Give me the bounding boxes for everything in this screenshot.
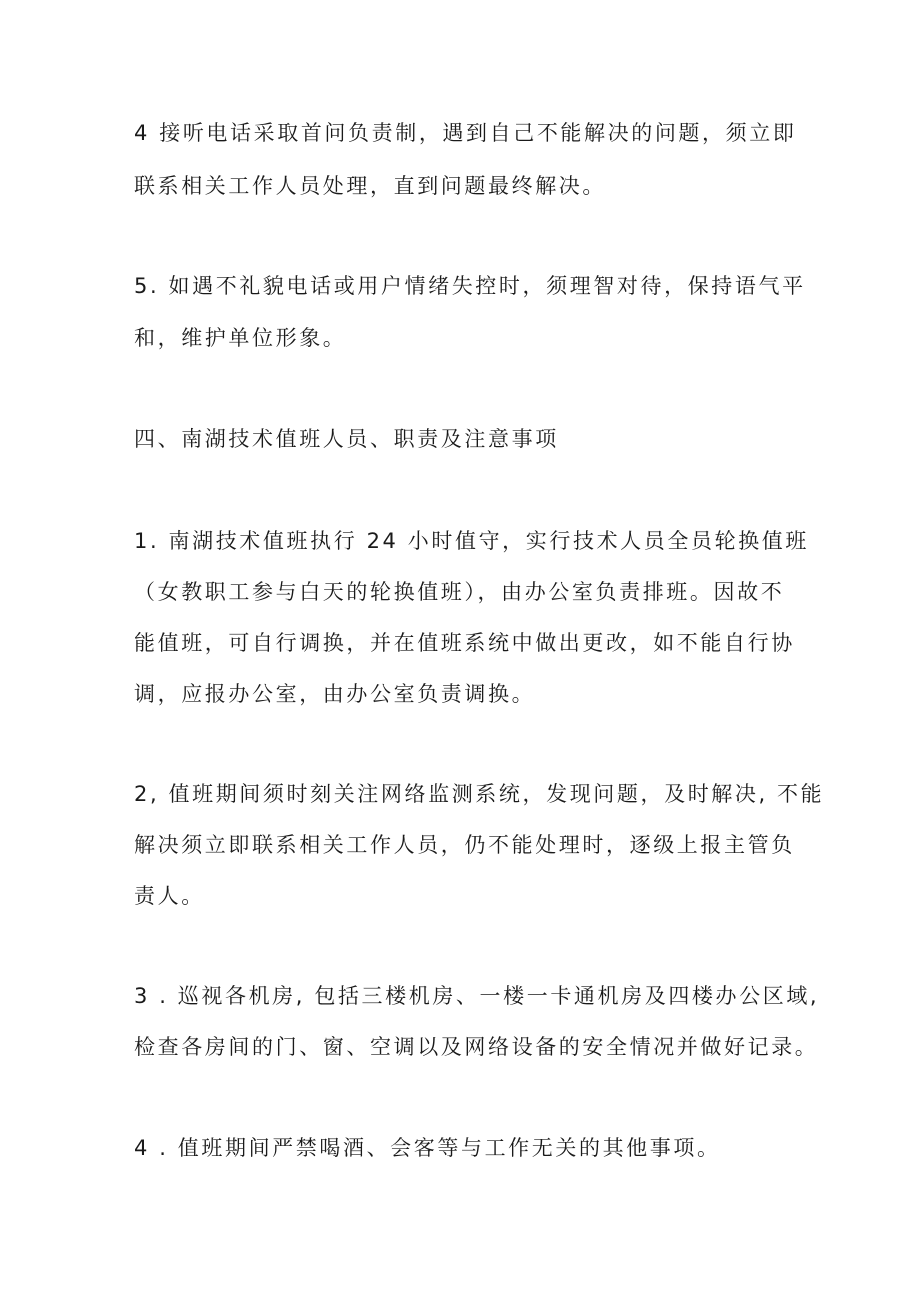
- item-1-line-2: （女教职工参与白天的轮换值班），由办公室负责排班。因故不: [134, 580, 785, 604]
- paragraph-5-line-1: 5. 如遇不礼貌电话或用户情绪失控时，须理智对待，保持语气平: [134, 274, 806, 298]
- item-3-line-1: 3 . 巡视各机房, 包括三楼机房、一楼一卡通机房及四楼办公区域,: [134, 984, 820, 1008]
- paragraph-4-line-2: 联系相关工作人员处理，直到问题最终解决。: [134, 174, 606, 198]
- item-1-line-4: 调，应报办公室，由办公室负责调换。: [134, 682, 536, 706]
- section-heading: 四、南湖技术值班人员、职责及注意事项: [134, 427, 559, 451]
- item-2-line-3: 责人。: [134, 884, 205, 908]
- item-3-line-2: 检查各房间的门、窗、空调以及网络设备的安全情况并做好记录。: [134, 1035, 819, 1059]
- item-2-line-2: 解决须立即联系相关工作人员，仍不能处理时，逐级上报主管负: [134, 833, 795, 857]
- item-4-line-1: 4 . 值班期间严禁喝酒、会客等与工作无关的其他事项。: [134, 1136, 721, 1160]
- item-1-line-1: 1. 南湖技术值班执行 24 小时值守，实行技术人员全员轮换值班: [134, 529, 809, 553]
- item-1-line-3: 能值班，可自行调换，并在值班系统中做出更改，如不能自行协: [134, 631, 795, 655]
- paragraph-4-line-1: 4 接听电话采取首问负责制，遇到自己不能解决的问题，须立即: [134, 121, 797, 145]
- paragraph-5-line-2: 和，维护单位形象。: [134, 326, 347, 350]
- item-2-line-1: 2, 值班期间须时刻关注网络监测系统，发现问题，及时解决, 不能: [134, 782, 825, 806]
